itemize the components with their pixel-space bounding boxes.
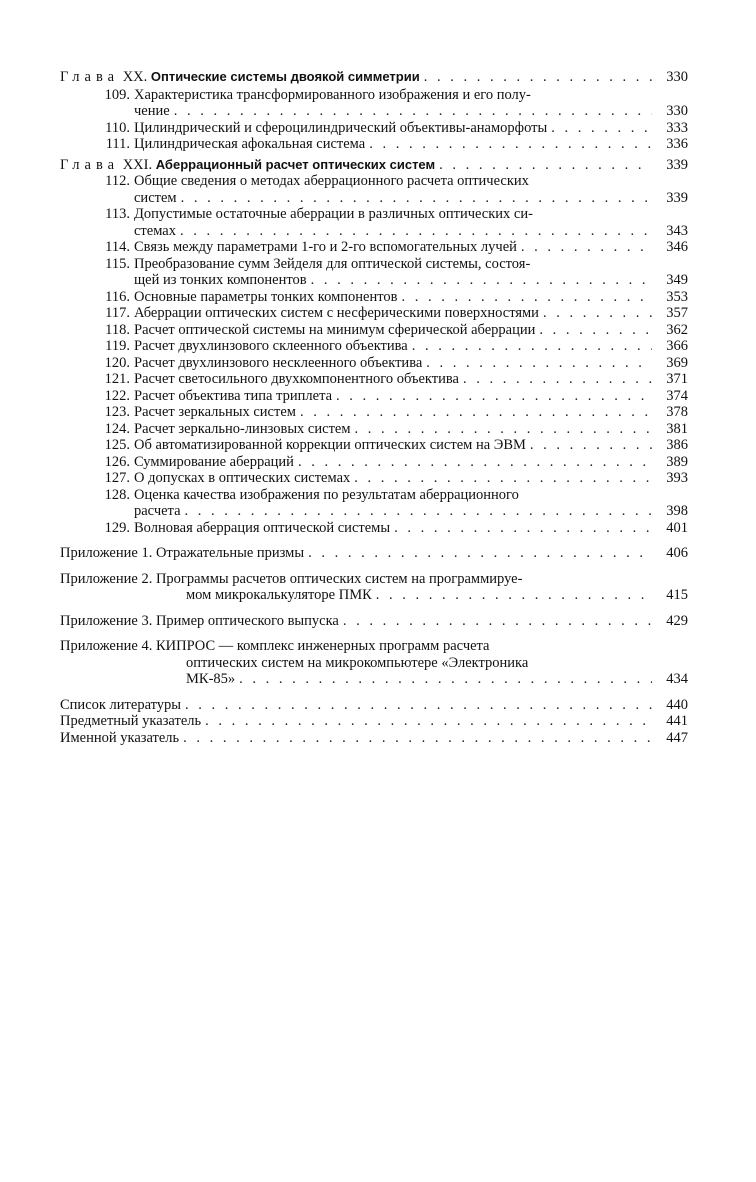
dot-leader: [401, 289, 652, 306]
chapter-heading: [60, 69, 688, 86]
appendix-title-line: мом микрокалькуляторе ПМК: [186, 587, 372, 603]
chapter-label: Глава: [60, 156, 120, 173]
appendix-label: Приложение 4.: [60, 638, 153, 654]
toc-section: [60, 487, 688, 520]
section-title-line: Основные параметры тонких компонентов: [134, 288, 398, 305]
toc-section: [60, 520, 688, 537]
toc-section: [60, 173, 688, 206]
section-number: 116.: [105, 288, 130, 305]
dot-leader: [424, 69, 652, 86]
dot-leader: [463, 371, 652, 388]
chapter-label: Глава: [60, 69, 120, 85]
page-number: 353: [666, 288, 688, 305]
page-number: 330: [666, 69, 688, 85]
appendix-label: Приложение 3.: [60, 612, 153, 629]
section-title-line: Расчет двухлинзового склеенного объектива: [134, 338, 408, 354]
toc-section: [60, 371, 688, 388]
section-title-line: Преобразование сумм Зейделя для оптической системы, состоя-: [134, 255, 531, 272]
toc-section: [60, 355, 688, 372]
section-title-line: Суммирование аберраций: [134, 453, 294, 470]
section-number: 111.: [105, 136, 130, 152]
back-matter-entry: [60, 697, 688, 714]
toc-section: [60, 239, 688, 256]
toc-section: [60, 437, 688, 454]
toc-section: [60, 136, 688, 153]
section-title-line: О допусках в оптических системах: [134, 470, 351, 486]
section-number: 121.: [104, 371, 130, 387]
page-number: 429: [666, 612, 688, 629]
section-title-line: Расчет светосильного двухкомпонентного объектива: [134, 371, 459, 387]
page-number: 393: [666, 470, 688, 486]
dot-leader: [355, 421, 652, 438]
section-number: 110.: [105, 119, 130, 136]
appendix-title-line: Пример оптического выпуска: [155, 612, 339, 629]
dot-leader: [376, 587, 652, 604]
section-title-line: Аберрации оптических систем с несферическими поверхностями: [134, 305, 539, 321]
dot-leader: [369, 136, 652, 153]
dot-leader: [300, 404, 652, 421]
toc-section: [60, 305, 688, 322]
page-number: 398: [666, 503, 688, 519]
dot-leader: [394, 520, 652, 537]
page-number: 362: [666, 321, 688, 338]
dot-leader: [439, 157, 652, 174]
section-number: 120.: [104, 354, 130, 371]
back-matter-title: Список литературы: [60, 696, 182, 713]
page-number: 349: [666, 272, 688, 288]
section-number: 112.: [105, 173, 130, 189]
section-title-line: Волновая аберрация оптической системы: [134, 519, 391, 536]
appendix-entry: [60, 545, 688, 562]
appendix-title-line: оптических систем на микрокомпьютере «Электроника: [186, 654, 529, 671]
dot-leader: [336, 388, 652, 405]
dot-leader: [412, 338, 652, 355]
dot-leader: [530, 437, 652, 454]
appendix-title-line: КИПРОС — комплекс инженерных программ расчета: [155, 638, 490, 654]
dot-leader: [308, 545, 652, 562]
section-title-line: Расчет зеркальных систем: [134, 404, 296, 420]
section-title-line: щей из тонких компонентов: [134, 272, 307, 288]
back-matter-entry: [60, 713, 688, 730]
section-title-line: Расчет зеркально-линзовых систем: [134, 420, 351, 437]
back-matter-title: Именной указатель: [60, 729, 180, 746]
table-of-contents: [60, 69, 688, 746]
toc-section: [60, 322, 688, 339]
appendix-title-line: Отражательные призмы: [155, 545, 305, 561]
section-title-line: Расчет двухлинзового несклеенного объектива: [134, 354, 423, 371]
toc-section: [60, 206, 688, 239]
page-number: 389: [666, 453, 688, 470]
dot-leader: [426, 355, 652, 372]
toc-section: [60, 470, 688, 487]
page-number: 440: [666, 696, 688, 713]
section-title-line: чение: [134, 103, 170, 119]
page-number: 386: [666, 437, 688, 453]
section-title-line: Связь между параметрами 1-го и 2-го вспомогательных лучей: [134, 239, 517, 255]
dot-leader: [205, 713, 652, 730]
section-number: 128.: [104, 486, 130, 503]
section-number: 129.: [104, 519, 130, 536]
page-number: 374: [666, 387, 688, 404]
page-number: 447: [666, 729, 688, 746]
section-title-line: Оценка качества изображения по результатам аберрационного: [134, 486, 519, 503]
section-title-line: Об автоматизированной коррекции оптических систем на ЭВМ: [134, 437, 526, 453]
toc-section: [60, 388, 688, 405]
section-number: 114.: [105, 239, 130, 255]
dot-leader: [354, 470, 652, 487]
chapter-number: XXI.: [122, 156, 153, 173]
dot-leader: [543, 305, 652, 322]
section-number: 119.: [105, 338, 130, 354]
page-number: 371: [666, 371, 688, 387]
section-title-line: стемах: [134, 222, 176, 239]
page-number: 339: [666, 156, 688, 173]
chapter-title: Аберрационный расчет оптических систем: [155, 156, 436, 172]
dot-leader: [239, 671, 652, 688]
dot-leader: [539, 322, 652, 339]
chapter-heading: [60, 157, 688, 174]
page-number: 336: [666, 136, 688, 152]
section-number: 115.: [105, 255, 130, 272]
page-number: 434: [666, 671, 688, 687]
dot-leader: [183, 730, 652, 747]
section-number: 126.: [104, 453, 130, 470]
page-number: 406: [666, 545, 688, 561]
dot-leader: [185, 503, 652, 520]
toc-section: [60, 454, 688, 471]
page-number: 339: [666, 189, 688, 206]
page-number: 415: [666, 587, 688, 603]
back-matter-entry: [60, 730, 688, 747]
section-number: 109.: [104, 86, 130, 103]
section-number: 124.: [104, 420, 130, 437]
appendix-entry: [60, 571, 688, 604]
section-title-line: Расчет объектива типа триплета: [134, 387, 333, 404]
page-number: 369: [666, 354, 688, 371]
section-title-line: систем: [134, 189, 177, 206]
dot-leader: [343, 613, 652, 630]
section-title-line: Цилиндрический и сфероцилиндрический объективы-анаморфоты: [134, 119, 548, 136]
chapter-title: Оптические системы двоякой симметрии: [150, 69, 420, 84]
toc-section: [60, 338, 688, 355]
page-number: 401: [666, 519, 688, 536]
appendix-title-line: Программы расчетов оптических систем на программируе-: [155, 570, 523, 587]
toc-section: [60, 87, 688, 120]
appendix-label: Приложение 1.: [60, 545, 153, 561]
section-number: 118.: [105, 321, 130, 338]
section-title-line: Характеристика трансформированного изображения и его полу-: [134, 86, 531, 103]
toc-section: [60, 256, 688, 289]
toc-section: [60, 120, 688, 137]
appendix-entry: [60, 638, 688, 688]
section-number: 113.: [105, 206, 130, 222]
dot-leader: [185, 697, 652, 714]
dot-leader: [311, 272, 652, 289]
page-number: 330: [666, 103, 688, 119]
page-number: 366: [666, 338, 688, 354]
section-title-line: расчета: [134, 503, 181, 519]
section-number: 122.: [104, 387, 130, 404]
page-number: 357: [666, 305, 688, 321]
page-number: 441: [666, 713, 688, 729]
section-number: 123.: [104, 404, 130, 420]
toc-section: [60, 289, 688, 306]
toc-section: [60, 421, 688, 438]
toc-section: [60, 404, 688, 421]
section-title-line: Допустимые остаточные аберрации в различных оптических си-: [134, 206, 533, 222]
page-number: 343: [666, 222, 688, 239]
appendix-label: Приложение 2.: [60, 570, 153, 587]
page-number: 381: [666, 420, 688, 437]
dot-leader: [551, 120, 652, 137]
page-number: 333: [666, 119, 688, 136]
dot-leader: [174, 103, 652, 120]
dot-leader: [181, 190, 652, 207]
appendix-title-line: МК-85»: [186, 671, 236, 687]
section-title-line: Общие сведения о методах аберрационного расчета оптических: [134, 173, 529, 189]
page-number: 346: [666, 239, 688, 255]
dot-leader: [298, 454, 652, 471]
dot-leader: [180, 223, 652, 240]
section-number: 117.: [105, 305, 130, 321]
appendix-entry: [60, 613, 688, 630]
page-number: 378: [666, 404, 688, 420]
chapter-number: XX.: [122, 69, 148, 85]
section-number: 125.: [104, 437, 130, 453]
section-title-line: Расчет оптической системы на минимум сферической аберрации: [134, 321, 536, 338]
dot-leader: [521, 239, 652, 256]
section-title-line: Цилиндрическая афокальная система: [134, 136, 366, 152]
section-number: 127.: [104, 470, 130, 486]
back-matter-title: Предметный указатель: [60, 713, 202, 729]
